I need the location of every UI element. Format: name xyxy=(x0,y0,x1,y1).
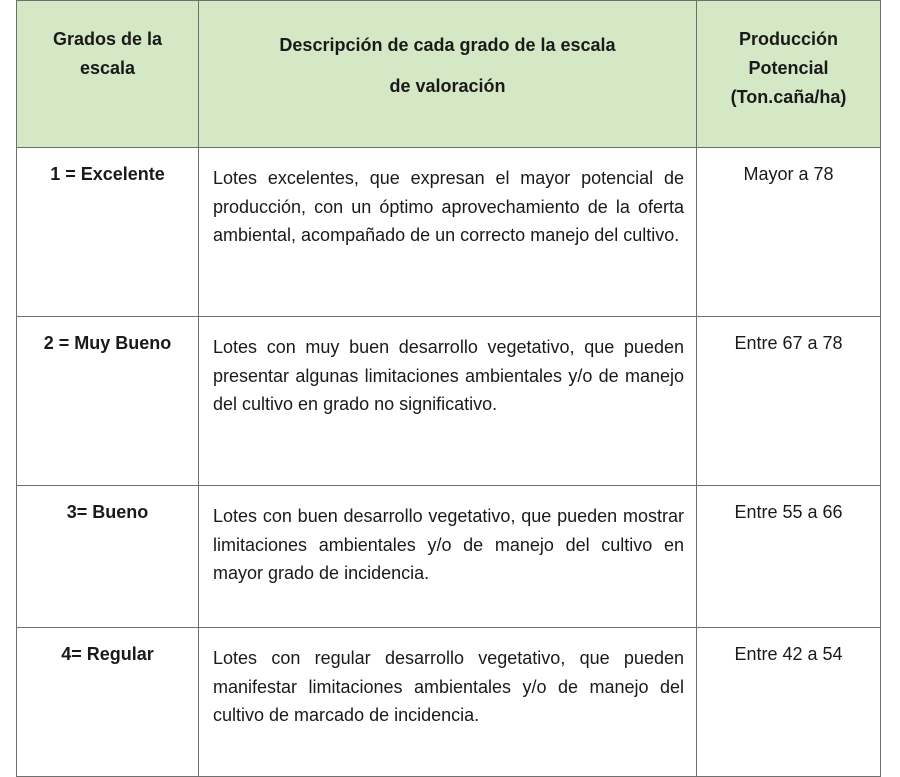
production-cell: Entre 67 a 78 xyxy=(697,317,881,486)
grade-cell: 4= Regular xyxy=(17,628,199,777)
table-row xyxy=(17,317,881,486)
grading-scale-table xyxy=(16,0,881,777)
description-cell: Lotes excelentes, que expresan el mayor potencial de producción, con un óptimo aprovechamiento de la oferta ambiental, acompañado de un correcto manejo del cultivo. xyxy=(199,148,697,317)
header-grade xyxy=(17,1,199,148)
header-production xyxy=(697,1,881,148)
table-row xyxy=(17,628,881,777)
description-cell: Lotes con buen desarrollo vegetativo, que pueden mostrar limitaciones ambientales y/o de manejo del cultivo en mayor grado de incidencia. xyxy=(199,486,697,628)
description-cell: Lotes con muy buen desarrollo vegetativo, que pueden presentar algunas limitaciones ambientales y/o de manejo del cultivo en grado no significativo. xyxy=(199,317,697,486)
production-cell: Entre 42 a 54 xyxy=(697,628,881,777)
description-cell: Lotes con regular desarrollo vegetativo, que pueden manifestar limitaciones ambientales y/o de manejo del cultivo de marcado de incidencia. xyxy=(199,628,697,777)
production-cell: Mayor a 78 xyxy=(697,148,881,317)
header-grade-text: Grados de la escala xyxy=(52,29,163,78)
production-cell: Entre 55 a 66 xyxy=(697,486,881,628)
header-row xyxy=(17,1,881,148)
header-description xyxy=(199,1,697,148)
grade-cell: 3= Bueno xyxy=(17,486,199,628)
header-production-text: Producción Potencial (Ton.caña/ha) xyxy=(730,29,847,107)
header-description-text: Descripción de cada grado de la escala de valoración xyxy=(279,35,616,96)
grade-cell: 1 = Excelente xyxy=(17,148,199,317)
grade-cell: 2 = Muy Bueno xyxy=(17,317,199,486)
table-row xyxy=(17,486,881,628)
table-row xyxy=(17,148,881,317)
